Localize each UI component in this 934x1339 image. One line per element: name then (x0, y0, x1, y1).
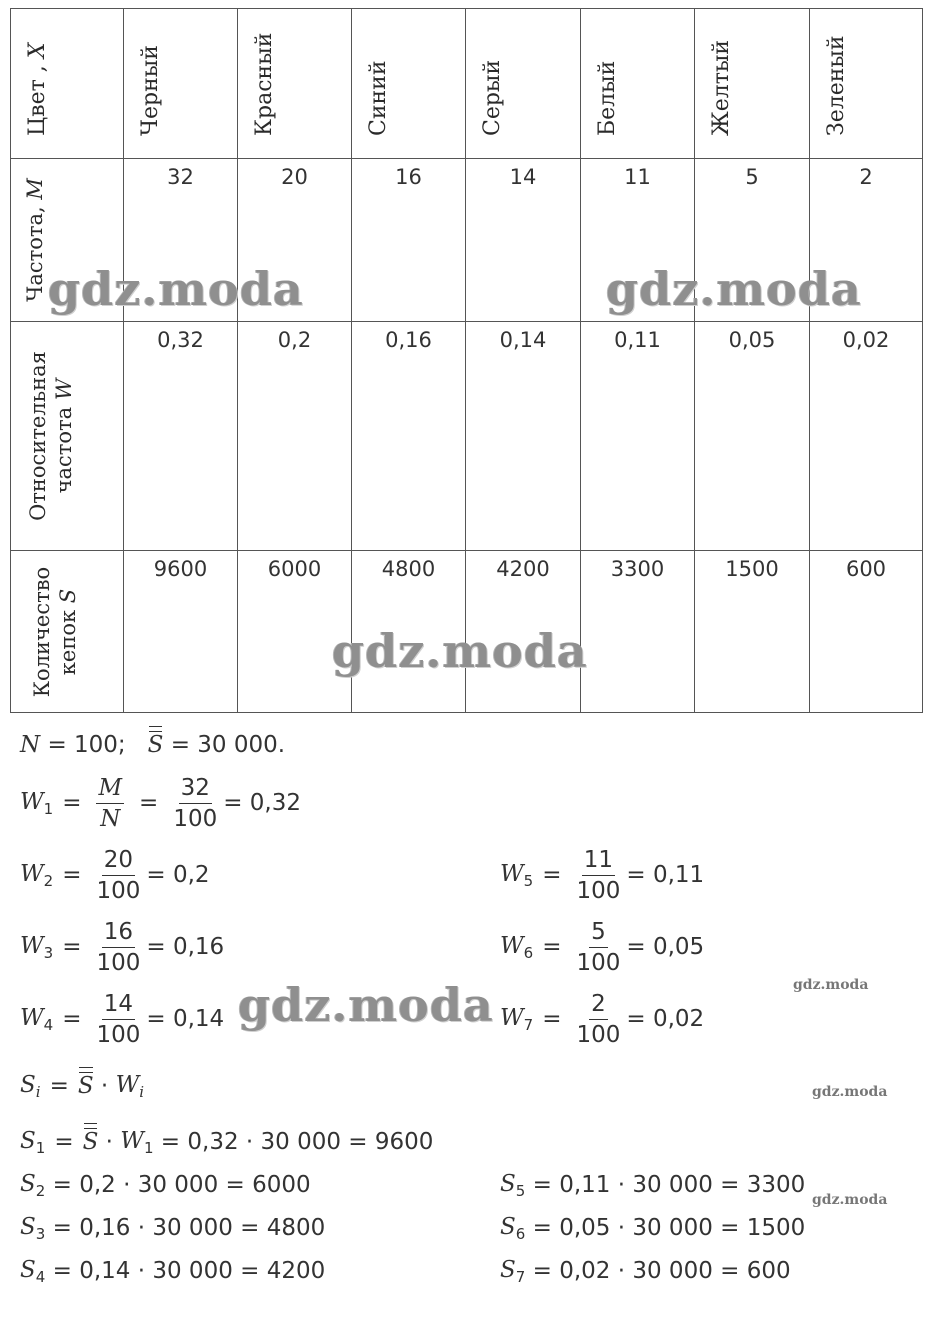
header-cell-color (11, 9, 124, 159)
freq-value: 16 (395, 165, 422, 189)
rel-cell (466, 322, 581, 551)
watermark: gdz.moda (332, 624, 588, 678)
qty-cell (695, 551, 810, 712)
row-label-quantity (11, 551, 124, 712)
rel-cell (581, 322, 695, 551)
rel-value: 0,02 (842, 328, 890, 352)
qty-value: 4200 (496, 557, 550, 581)
watermark-small: gdz.moda (812, 1192, 888, 1208)
freq-value: 2 (859, 165, 873, 189)
freq-value: 14 (509, 165, 537, 189)
rel-value: 0,11 (614, 328, 661, 352)
formula-s1: $S_1$ = S · $W_1$ = 0,32 · 30 000 = 9600 (20, 1127, 434, 1157)
formula-s7: $S_7$ = 0,02 · 30 000 = 600 (500, 1256, 791, 1286)
color-label: Зеленый (824, 35, 849, 136)
freq-value: 20 (281, 165, 308, 189)
color-label: Красный (252, 32, 277, 136)
frequency-label: Частота, M (23, 178, 47, 302)
formula-s5: $S_5$ = 0,11 · 30 000 = 3300 (500, 1170, 806, 1200)
header-label-color: Цвет , X (25, 42, 50, 136)
color-cell-gray (466, 9, 581, 159)
quantity-label: Количество кепок S (30, 566, 80, 697)
rel-cell (695, 322, 810, 551)
watermark: gdz.moda (48, 262, 304, 316)
formula-w5: $W_5$ = $\frac{11}{100}$ = 0,11 (500, 846, 705, 904)
frequency-table (10, 8, 923, 713)
color-label: Синий (366, 60, 391, 136)
rel-cell (124, 322, 238, 551)
rel-value: 0,05 (728, 328, 776, 352)
color-cell-blue (352, 9, 466, 159)
formula-w6: $W_6$ = $\frac{5}{100}$ = 0,05 (500, 918, 705, 976)
color-cell-black (124, 9, 238, 159)
formula-s6: $S_6$ = 0,05 · 30 000 = 1500 (500, 1213, 806, 1243)
color-label: Серый (480, 59, 505, 136)
qty-cell (810, 551, 922, 712)
formula-w3: $W_3$ = $\frac{16}{100}$ = 0,16 (20, 918, 225, 976)
freq-value: 5 (745, 165, 759, 189)
formula-s3: $S_3$ = 0,16 · 30 000 = 4800 (20, 1213, 326, 1243)
formula-w1: $W_1$ = $\frac{M}{N}$ = $\frac{32}{100}$ = 0,32 (20, 774, 302, 832)
watermark-small: gdz.moda (793, 977, 869, 993)
qty-value: 4800 (381, 557, 436, 581)
qty-value: 1500 (725, 557, 779, 581)
formula-s2: $S_2$ = 0,2 · 30 000 = 6000 (20, 1170, 311, 1200)
formula-n-s: N = 100; S = 30 000. (20, 732, 286, 758)
rel-value: 0,2 (277, 328, 312, 352)
color-cell-red (238, 9, 352, 159)
color-cell-green (810, 9, 922, 159)
formula-w7: $W_7$ = $\frac{2}{100}$ = 0,02 (500, 990, 705, 1048)
formula-s4: $S_4$ = 0,14 · 30 000 = 4200 (20, 1256, 326, 1286)
watermark-small: gdz.moda (812, 1084, 888, 1100)
freq-cell (352, 159, 466, 322)
formula-w2: $W_2$ = $\frac{20}{100}$ = 0,2 (20, 846, 210, 904)
watermark: gdz.moda (606, 262, 862, 316)
color-cell-white (581, 9, 695, 159)
qty-cell (581, 551, 695, 712)
color-label: Белый (595, 60, 620, 136)
formula-w4: $W_4$ = $\frac{14}{100}$ = 0,14 (20, 990, 225, 1048)
freq-value: 32 (167, 165, 194, 189)
rel-cell (352, 322, 466, 551)
rel-value: 0,14 (499, 328, 547, 352)
relative-label: Относительная частота W (26, 351, 76, 521)
freq-value: 11 (624, 165, 651, 189)
color-cell-yellow (695, 9, 810, 159)
qty-cell (124, 551, 238, 712)
rel-cell (238, 322, 352, 551)
qty-value: 600 (845, 557, 887, 581)
qty-value: 9600 (153, 557, 208, 581)
rel-value: 0,32 (157, 328, 204, 352)
rel-cell (810, 322, 922, 551)
row-label-relative (11, 322, 124, 551)
freq-cell (466, 159, 581, 322)
formula-si: $S_i$ = S · $W_i$ (20, 1071, 145, 1101)
qty-value: 6000 (267, 557, 322, 581)
watermark: gdz.moda (238, 978, 494, 1032)
qty-value: 3300 (610, 557, 665, 581)
color-label: Желтый (709, 39, 734, 136)
rel-value: 0,16 (385, 328, 432, 352)
color-label: Черный (138, 45, 163, 136)
